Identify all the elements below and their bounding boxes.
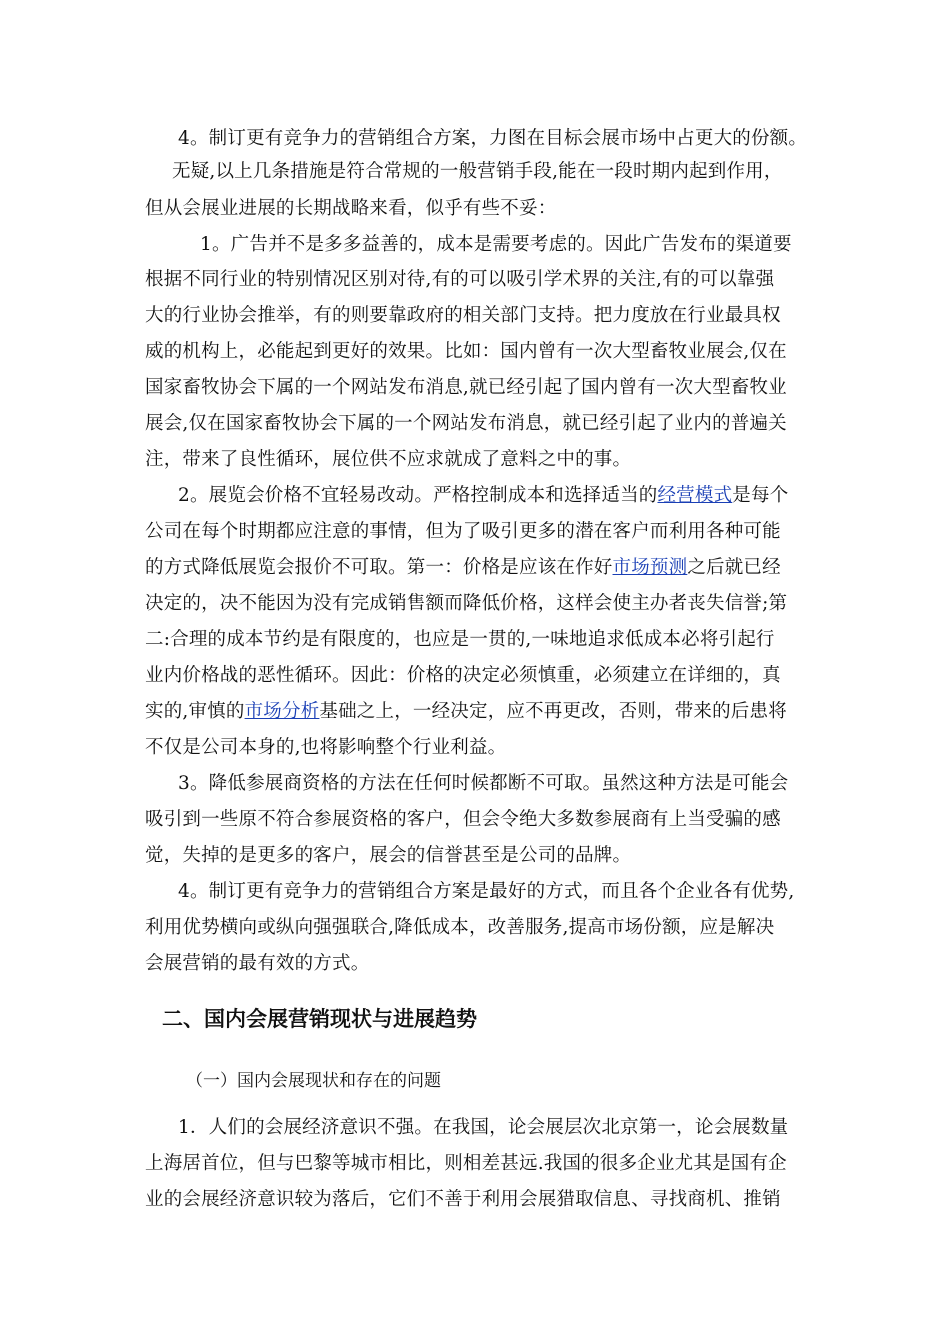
paragraph-line: 威的机构上，必能起到更好的效果。比如：国内曾有一次大型畜牧业展会,仅在: [145, 341, 787, 362]
paragraph-line: 业内价格战的恶性循环。因此：价格的决定必须慎重，必须建立在详细的，真: [145, 665, 781, 686]
link-market-analysis[interactable]: 市场分析: [244, 701, 320, 722]
subsection-heading: （一）国内会展现状和存在的问题: [186, 1071, 441, 1091]
link-market-forecast[interactable]: 市场预测: [612, 557, 688, 578]
paragraph-line: 1。广告并不是多多益善的，成本是需要考虑的。因此广告发布的渠道要: [200, 234, 792, 255]
link-business-model[interactable]: 经营模式: [657, 485, 733, 506]
paragraph-line: [145, 556, 781, 580]
paragraph-line: 根据不同行业的特别情况区别对待,有的可以吸引学术界的关注,有的可以靠强: [145, 269, 775, 290]
section-heading: 二、国内会展营销现状与进展趋势: [162, 1007, 477, 1031]
paragraph-line: 上海居首位，但与巴黎等城市相比，则相差甚远.我国的很多企业尤其是国有企: [145, 1153, 787, 1174]
paragraph-line: 3。降低参展商资格的方法在任何时候都断不可取。虽然这种方法是可能会: [178, 773, 789, 794]
line-text: 是每个: [732, 485, 789, 506]
paragraph-line: 展会,仅在国家畜牧协会下属的一个网站发布消息，就已经引起了业内的普遍关: [145, 413, 787, 434]
line-text: 的方式降低展览会报价不可取。第一：价格是应该在作好: [145, 557, 613, 578]
paragraph-line: 利用优势横向或纵向强强联合,降低成本，改善服务,提高市场份额，应是解决: [145, 917, 775, 938]
paragraph-line: 国家畜牧协会下属的一个网站发布消息,就已经引起了国内曾有一次大型畜牧业: [145, 377, 787, 398]
paragraph-line: 大的行业协会推举，有的则要靠政府的相关部门支持。把力度放在行业最具权: [145, 305, 781, 326]
paragraph-line: [178, 484, 788, 508]
paragraph-line: 4。制订更有竞争力的营销组合方案是最好的方式，而且各个企业各有优势,: [178, 881, 795, 902]
paragraph-line: 注，带来了良性循环，展位供不应求就成了意料之中的事。: [145, 449, 632, 470]
paragraph-line: 但从会展业进展的长期战略来看，似乎有些不妥：: [145, 198, 557, 219]
paragraph-line: 1．人们的会展经济意识不强。在我国，论会展层次北京第一，论会展数量: [178, 1117, 789, 1138]
paragraph-line: 吸引到一些原不符合参展资格的客户，但会令绝大多数参展商有上当受骗的感: [145, 809, 781, 830]
paragraph-line: 无疑,以上几条措施是符合常规的一般营销手段,能在一段时期内起到作用，: [172, 161, 783, 182]
paragraph-line: 4。制订更有竞争力的营销组合方案，力图在目标会展市场中占更大的份额。: [178, 128, 808, 149]
line-text: 实的,审慎的: [145, 701, 245, 722]
paragraph-line: 决定的，决不能因为没有完成销售额而降低价格，这样会使主办者丧失信誉;第: [145, 593, 788, 614]
paragraph-line: 业的会展经济意识较为落后，它们不善于利用会展猎取信息、寻找商机、推销: [145, 1189, 781, 1210]
paragraph-line: 觉，失掉的是更多的客户，展会的信誉甚至是公司的品牌。: [145, 845, 632, 866]
paragraph-line: 公司在每个时期都应注意的事情，但为了吸引更多的潜在客户而利用各种可能: [145, 521, 781, 542]
paragraph-line: 不仅是公司本身的,也将影响整个行业利益。: [145, 737, 507, 758]
paragraph-line: 二:合理的成本节约是有限度的，也应是一贯的,一味地追求低成本必将引起行: [145, 629, 775, 650]
line-text: 基础之上，一经决定，应不再更改，否则，带来的后患将: [319, 701, 787, 722]
paragraph-line: 会展营销的最有效的方式。: [145, 953, 370, 974]
line-text: 2。展览会价格不宜轻易改动。严格控制成本和选择适当的: [178, 485, 658, 506]
line-text: 之后就已经: [687, 557, 781, 578]
paragraph-line: [145, 700, 787, 724]
